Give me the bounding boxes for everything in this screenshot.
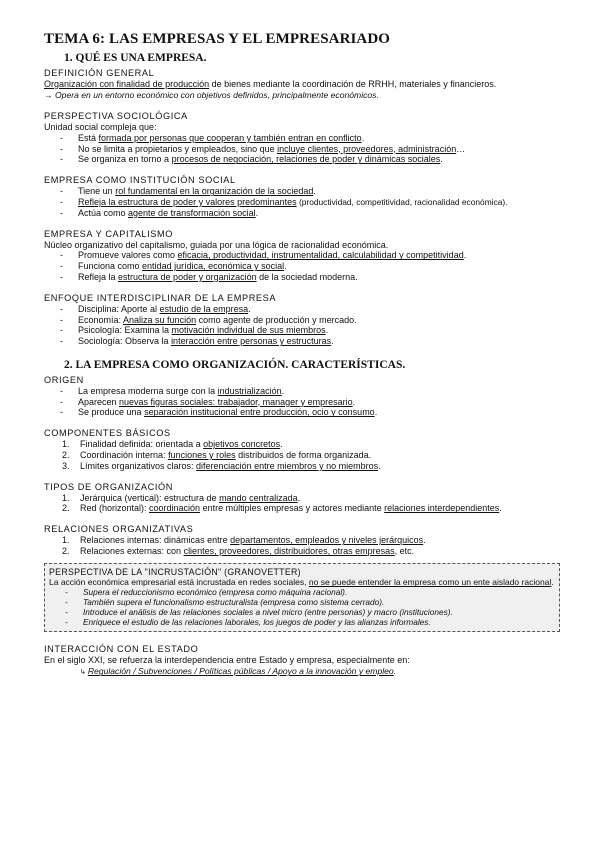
componentes-list bbox=[44, 439, 560, 471]
list-item: 3. Límites organizativos claros: diferenciación entre miembros y no miembros. bbox=[62, 460, 381, 471]
definicion-note: → Opera en un entorno económico con objetivos definidos, principalmente económicos. bbox=[44, 89, 379, 100]
institucion-block bbox=[44, 175, 560, 218]
estado-arrow-line: ↳ Regulación / Subvenciones / Políticas públicas / Apoyo a la innovación y empleo. bbox=[80, 666, 397, 677]
capitalismo-heading: EMPRESA Y CAPITALISMO bbox=[44, 228, 174, 239]
list-item: - Disciplina: Aporte al estudio de la empresa. bbox=[60, 304, 560, 315]
tipos-heading: TIPOS DE ORGANIZACIÓN bbox=[44, 481, 173, 492]
list-item: - Se organiza en torno a procesos de negociación, relaciones de poder y dinámicas sociales. bbox=[60, 154, 560, 165]
definicion-heading: DEFINICIÓN GENERAL bbox=[44, 67, 155, 78]
estado-intro: En el siglo XXI, se refuerza la interdependencia entre Estado y empresa, especialmente en: bbox=[44, 655, 410, 666]
list-item: - Funciona como entidad jurídica, económica y social. bbox=[60, 261, 560, 272]
list-item: - Economía: Analiza su función como agente de producción y mercado. bbox=[60, 315, 560, 326]
enfoque-heading: ENFOQUE INTERDISCIPLINAR DE LA EMPRESA bbox=[44, 292, 277, 303]
estado-block bbox=[44, 644, 560, 677]
list-item: - También supera el funcionalismo estructuralista (empresa como sistema cerrado). bbox=[65, 598, 555, 608]
list-item: 1. Finalidad definida: orientada a objetivos concretos. bbox=[62, 439, 283, 450]
relaciones-block bbox=[44, 524, 560, 557]
componentes-block bbox=[44, 428, 560, 471]
institucion-heading: EMPRESA COMO INSTITUCIÓN SOCIAL bbox=[44, 175, 236, 186]
sociologica-block bbox=[44, 111, 560, 165]
list-item: - Refleja la estructura de poder y valores predominantes (productividad, competitividad, racionalidad económica). bbox=[60, 197, 560, 208]
list-item: 1. Jerárquica (vertical): estructura de mando centralizada. bbox=[62, 492, 301, 503]
list-item: 2. Red (horizontal): coordinación entre múltiples empresas y actores mediante relaciones interdependientes. bbox=[62, 503, 502, 514]
tipos-block bbox=[44, 482, 560, 515]
tipos-list bbox=[44, 493, 560, 515]
enfoque-block bbox=[44, 293, 560, 347]
list-item: - La empresa moderna surge con la industrialización. bbox=[60, 386, 560, 397]
section-2-heading: 2. LA EMPRESA COMO ORGANIZACIÓN. CARACTERÍSTICAS. bbox=[64, 359, 406, 372]
origen-heading: ORIGEN bbox=[44, 374, 84, 385]
list-item: - No se limita a propietarios y empleados, sino que incluye clientes, proveedores, administración… bbox=[60, 144, 560, 155]
origen-block bbox=[44, 375, 560, 418]
list-item: - Promueve valores como eficacia, productividad, instrumentalidad, calculabilidad y competitividad. bbox=[60, 250, 560, 261]
sociologica-list bbox=[44, 133, 560, 165]
list-item: - Enriquece el estudio de las relaciones laborales, los juegos de poder y las alianzas informales. bbox=[65, 618, 555, 628]
list-item: - Refleja la estructura de poder y organización de la sociedad moderna. bbox=[60, 272, 560, 283]
sociologica-heading: PERSPECTIVA SOCIOLÓGICA bbox=[44, 110, 188, 121]
componentes-heading: COMPONENTES BÁSICOS bbox=[44, 428, 171, 439]
list-item: - Actúa como agente de transformación social. bbox=[60, 208, 560, 219]
list-item: - Psicología: Examina la motivación individual de sus miembros. bbox=[60, 325, 560, 336]
arrow-icon: ↳ bbox=[80, 669, 88, 677]
incrustacion-box bbox=[44, 563, 560, 633]
estado-heading: INTERACCIÓN CON EL ESTADO bbox=[44, 644, 199, 655]
list-item: 1. Relaciones internas: dinámicas entre departamentos, empleados y niveles jerárquicos. bbox=[62, 535, 426, 546]
capitalismo-list bbox=[44, 250, 560, 282]
incrustacion-list bbox=[49, 588, 555, 628]
list-item: - Introduce el análisis de las relaciones sociales a nivel micro (entre personas) y macro (instituciones). bbox=[65, 608, 555, 618]
capitalismo-intro: Núcleo organizativo del capitalismo, guiada por una lógica de racionalidad económica. bbox=[44, 239, 389, 250]
list-item: - Tiene un rol fundamental en la organización de la sociedad. bbox=[60, 186, 560, 197]
list-item: - Está formada por personas que cooperan y también entran en conflicto. bbox=[60, 133, 560, 144]
list-item: - Se produce una separación institucional entre producción, ocio y consumo. bbox=[60, 407, 560, 418]
document-title: TEMA 6: LAS EMPRESAS Y EL EMPRESARIADO bbox=[44, 31, 391, 47]
section-1-heading: 1. QUÉ ES UNA EMPRESA. bbox=[64, 52, 207, 64]
incrustacion-heading: PERSPECTIVA DE LA "INCRUSTACIÓN" (GRANOVETTER) bbox=[49, 566, 301, 577]
document-page bbox=[44, 30, 560, 688]
institucion-list bbox=[44, 186, 560, 218]
definicion-block bbox=[44, 68, 560, 100]
list-item: 2. Coordinación interna: funciones y roles distribuidos de forma organizada. bbox=[62, 450, 372, 461]
list-item: 2. Relaciones externas: con clientes, proveedores, distribuidores, otras empresas, etc. bbox=[62, 546, 415, 557]
sociologica-intro: Unidad social compleja que: bbox=[44, 121, 157, 132]
incrustacion-intro: La acción económica empresarial está incrustada en redes sociales, no se puede entender la empresa como un ente aislado racional. bbox=[49, 577, 554, 588]
relaciones-list bbox=[44, 535, 560, 557]
list-item: - Supera el reduccionismo económico (empresa como máquina racional). bbox=[65, 588, 555, 598]
origen-list bbox=[44, 386, 560, 418]
capitalismo-block bbox=[44, 229, 560, 283]
definicion-text: Organización con finalidad de producción de bienes mediante la coordinación de RRHH, materiales y financieros. bbox=[44, 78, 497, 89]
relaciones-heading: RELACIONES ORGANIZATIVAS bbox=[44, 524, 194, 535]
enfoque-list bbox=[44, 304, 560, 347]
list-item: - Aparecen nuevas figuras sociales: trabajador, manager y empresario. bbox=[60, 397, 560, 408]
list-item: - Sociología: Observa la interacción entre personas y estructuras. bbox=[60, 336, 560, 347]
